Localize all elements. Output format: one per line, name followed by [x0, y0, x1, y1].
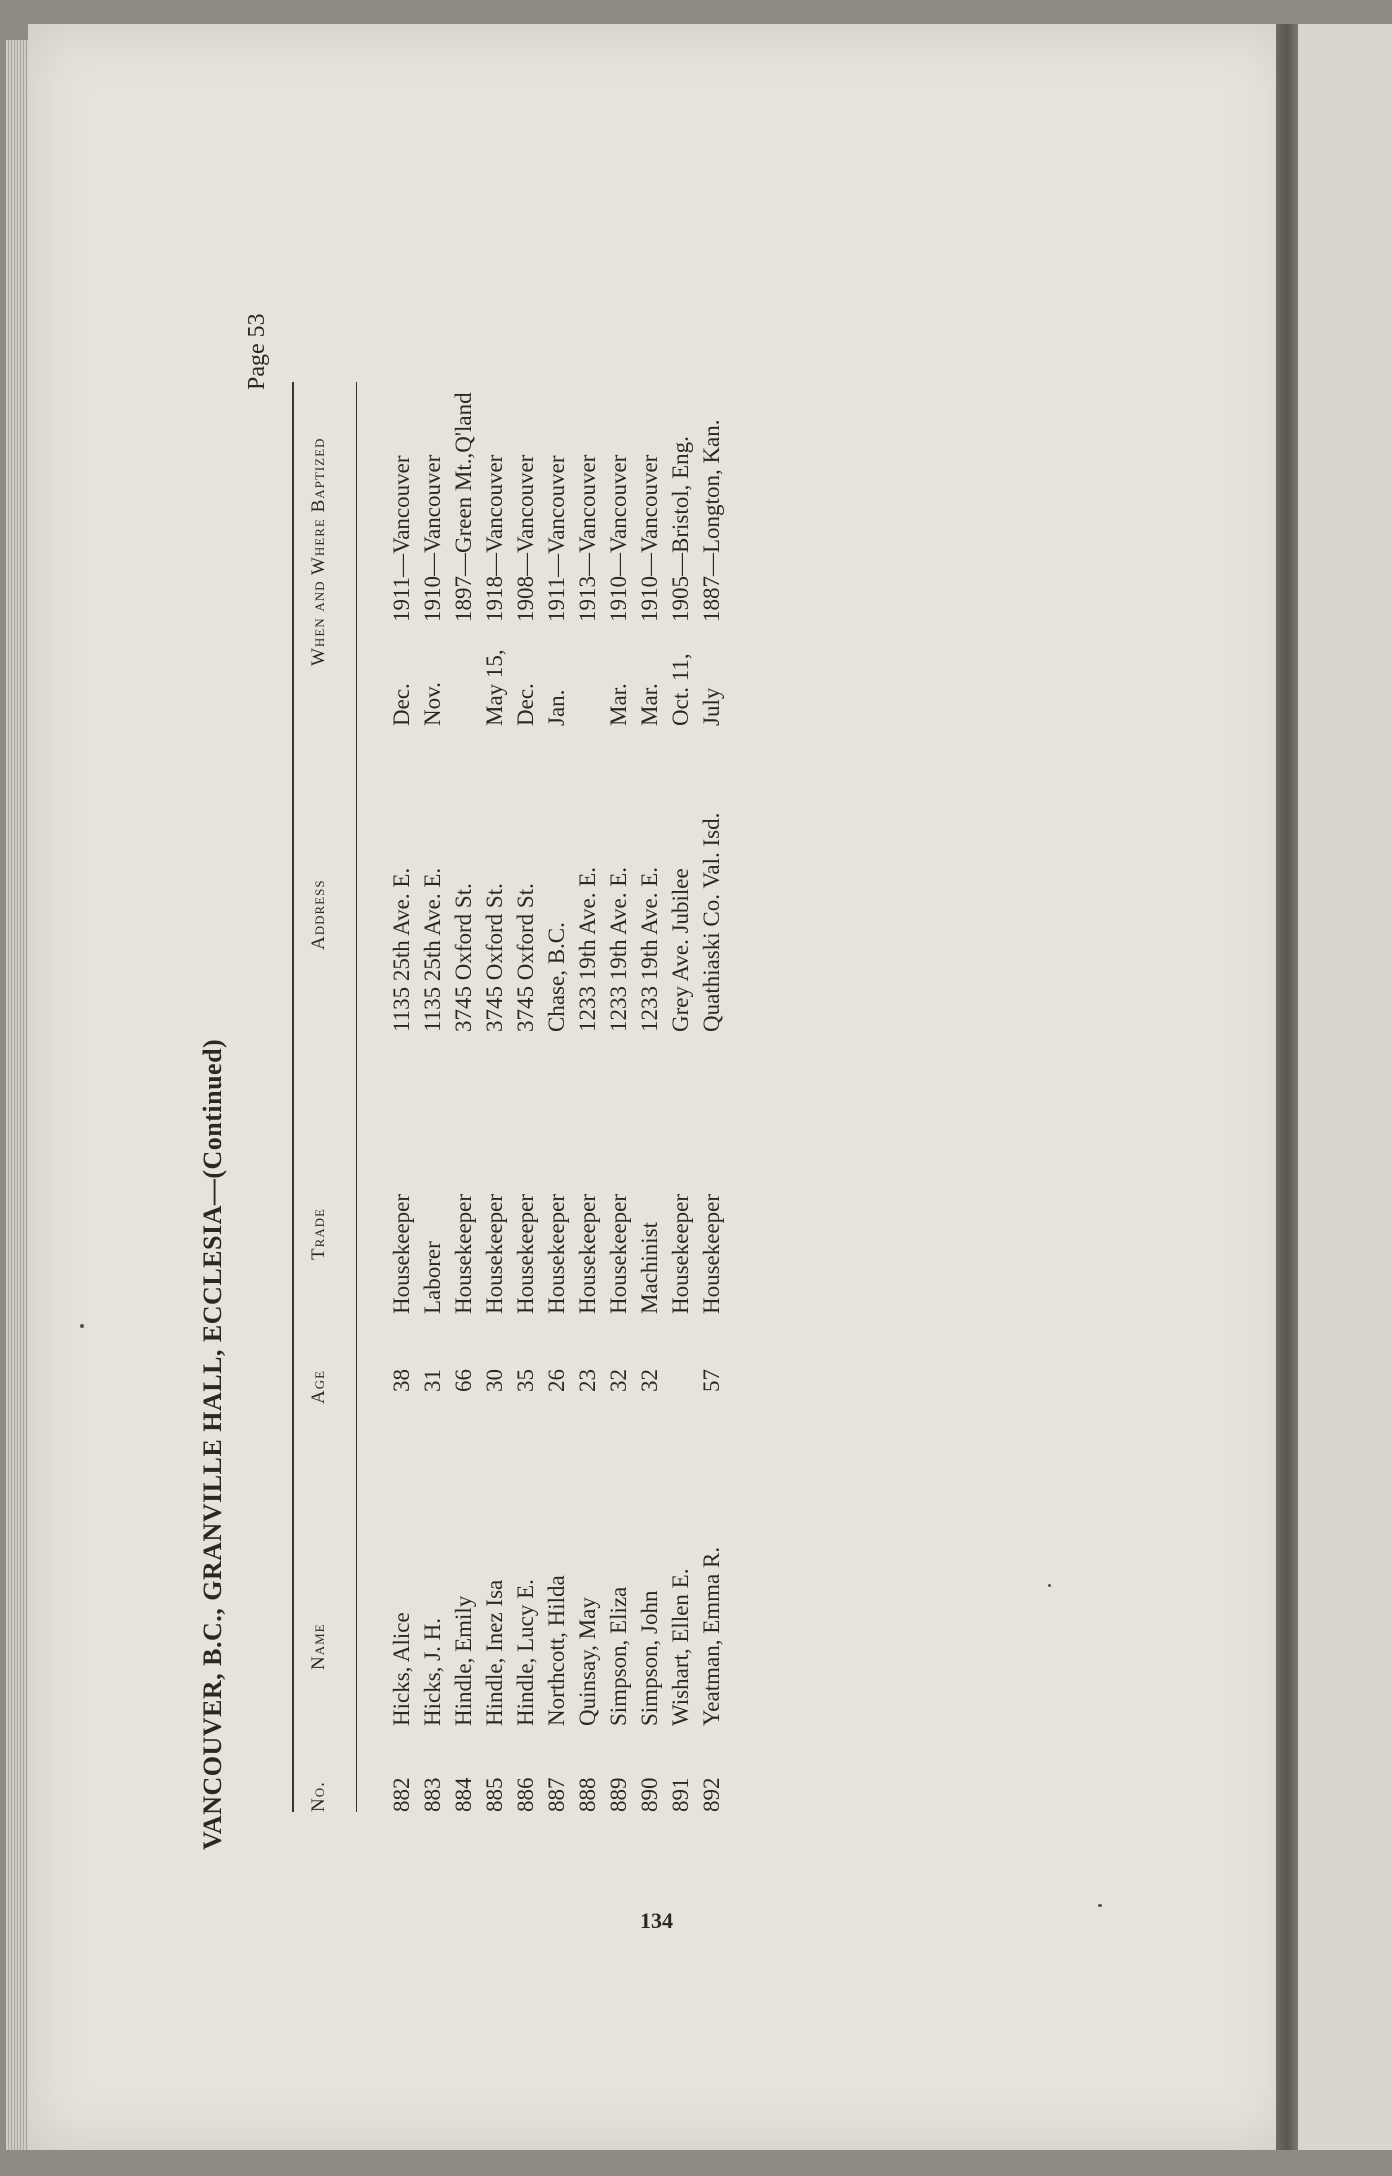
cell-when-where: 1918—Vancouver — [482, 454, 507, 622]
cell-trade: Housekeeper — [606, 1193, 631, 1314]
cell-month: Dec. — [513, 683, 538, 726]
page-edges — [6, 40, 28, 2150]
cell-no: 885 — [482, 1777, 507, 1812]
book-spine — [1276, 24, 1298, 2150]
paper-speck — [1048, 1584, 1051, 1587]
cell-when-where: 1897—Green Mt.,Q'land — [451, 392, 476, 622]
cell-month: Oct. 11, — [668, 653, 693, 726]
cell-address: 1135 25th Ave. E. — [420, 867, 445, 1032]
cell-no: 892 — [699, 1777, 724, 1812]
header-trade: Trade — [308, 1208, 329, 1260]
page-label: Page 53 — [244, 313, 270, 390]
table-body — [386, 332, 727, 1812]
cell-when-where: 1911—Vancouver — [389, 455, 414, 622]
cell-age: 32 — [637, 1369, 662, 1392]
header-name: Name — [308, 1623, 329, 1670]
table-row — [603, 332, 634, 1812]
cell-no: 882 — [389, 1777, 414, 1812]
cell-age: 31 — [420, 1369, 445, 1392]
cell-trade: Housekeeper — [668, 1193, 693, 1314]
cell-month: Dec. — [389, 683, 414, 726]
cell-age: 23 — [575, 1369, 600, 1392]
cell-address: 1135 25th Ave. E. — [389, 867, 414, 1032]
cell-age: 32 — [606, 1369, 631, 1392]
cell-name: Yeatman, Emma R. — [699, 1546, 724, 1726]
cell-month: Mar. — [606, 683, 631, 726]
cell-address: Chase, B.C. — [544, 922, 569, 1032]
cell-name: Simpson, Eliza — [606, 1586, 631, 1726]
cell-no: 884 — [451, 1777, 476, 1812]
cell-name: Simpson, John — [637, 1590, 662, 1726]
cell-trade: Housekeeper — [451, 1193, 476, 1314]
cell-month: Jan. — [544, 689, 569, 726]
cell-when-where: 1887—Longton, Kan. — [699, 419, 724, 622]
table-row — [696, 332, 727, 1812]
cell-month: May 15, — [482, 649, 507, 726]
cell-name: Hindle, Emily — [451, 1595, 476, 1726]
cell-when-where: 1910—Vancouver — [606, 454, 631, 622]
cell-no: 889 — [606, 1777, 631, 1812]
header-address: Address — [308, 879, 329, 950]
cell-when-where: 1911—Vancouver — [544, 455, 569, 622]
page-title: VANCOUVER, B.C., GRANVILLE HALL, ECCLESIA—(Continued) — [198, 1038, 227, 1850]
cell-month: July — [699, 687, 724, 726]
cell-when-where: 1910—Vancouver — [420, 454, 445, 622]
cell-age: 66 — [451, 1369, 476, 1392]
cell-address: Quathiaski Co. Val. Isd. — [699, 812, 724, 1032]
table-row — [572, 332, 603, 1812]
cell-no: 888 — [575, 1777, 600, 1812]
page-number: 134 — [640, 1908, 673, 1933]
cell-no: 890 — [637, 1777, 662, 1812]
cell-address: 3745 Oxford St. — [513, 883, 538, 1032]
cell-when-where: 1905—Bristol, Eng. — [668, 436, 693, 622]
cell-name: Quinsay, May — [575, 1597, 600, 1726]
cell-no: 886 — [513, 1777, 538, 1812]
table-row — [479, 332, 510, 1812]
rotated-page-content — [190, 300, 770, 1860]
cell-trade: Housekeeper — [544, 1193, 569, 1314]
cell-age: 30 — [482, 1369, 507, 1392]
cell-age: 26 — [544, 1369, 569, 1392]
cell-trade: Machinist — [637, 1222, 662, 1314]
cell-address: 3745 Oxford St. — [482, 883, 507, 1032]
cell-name: Northcott, Hilda — [544, 1575, 569, 1726]
header-no: No. — [308, 1781, 329, 1812]
table-row — [665, 332, 696, 1812]
cell-trade: Housekeeper — [482, 1193, 507, 1314]
cell-no: 887 — [544, 1777, 569, 1812]
cell-address: Grey Ave. Jubilee — [668, 868, 693, 1032]
cell-age: 57 — [699, 1369, 724, 1392]
cell-no: 883 — [420, 1777, 445, 1812]
cell-trade: Housekeeper — [513, 1193, 538, 1314]
cell-trade: Laborer — [420, 1241, 445, 1314]
cell-age: 38 — [389, 1369, 414, 1392]
cell-name: Hicks, J. H. — [420, 1618, 445, 1726]
table-row — [448, 332, 479, 1812]
cell-trade: Housekeeper — [699, 1193, 724, 1314]
cell-month: Mar. — [637, 683, 662, 726]
cell-age: 35 — [513, 1369, 538, 1392]
cell-address: 1233 19th Ave. E. — [637, 866, 662, 1032]
header-age: Age — [308, 1369, 329, 1404]
cell-name: Hindle, Inez Isa — [482, 1579, 507, 1726]
cell-address: 1233 19th Ave. E. — [606, 866, 631, 1032]
cell-no: 891 — [668, 1777, 693, 1812]
cell-trade: Housekeeper — [575, 1193, 600, 1314]
cell-when-where: 1910—Vancouver — [637, 454, 662, 622]
cell-name: Wishart, Ellen E. — [668, 1568, 693, 1726]
cell-when-where: 1913—Vancouver — [575, 454, 600, 622]
paper-speck — [80, 1324, 84, 1328]
header-when-where: When and Where Baptized — [308, 437, 329, 666]
table-header-rule — [356, 382, 357, 1812]
table-row — [541, 332, 572, 1812]
table-row — [417, 332, 448, 1812]
cell-trade: Housekeeper — [389, 1193, 414, 1314]
paper-speck — [1098, 1904, 1102, 1907]
table-top-rule — [292, 382, 294, 1812]
table-row — [386, 332, 417, 1812]
cell-when-where: 1908—Vancouver — [513, 454, 538, 622]
cell-address: 3745 Oxford St. — [451, 883, 476, 1032]
cell-name: Hindle, Lucy E. — [513, 1579, 538, 1726]
table-row — [510, 332, 541, 1812]
table-row — [634, 332, 665, 1812]
cell-address: 1233 19th Ave. E. — [575, 866, 600, 1032]
cell-month: Nov. — [420, 682, 445, 726]
facing-page-edge — [1298, 24, 1392, 2150]
cell-name: Hicks, Alice — [389, 1612, 414, 1726]
